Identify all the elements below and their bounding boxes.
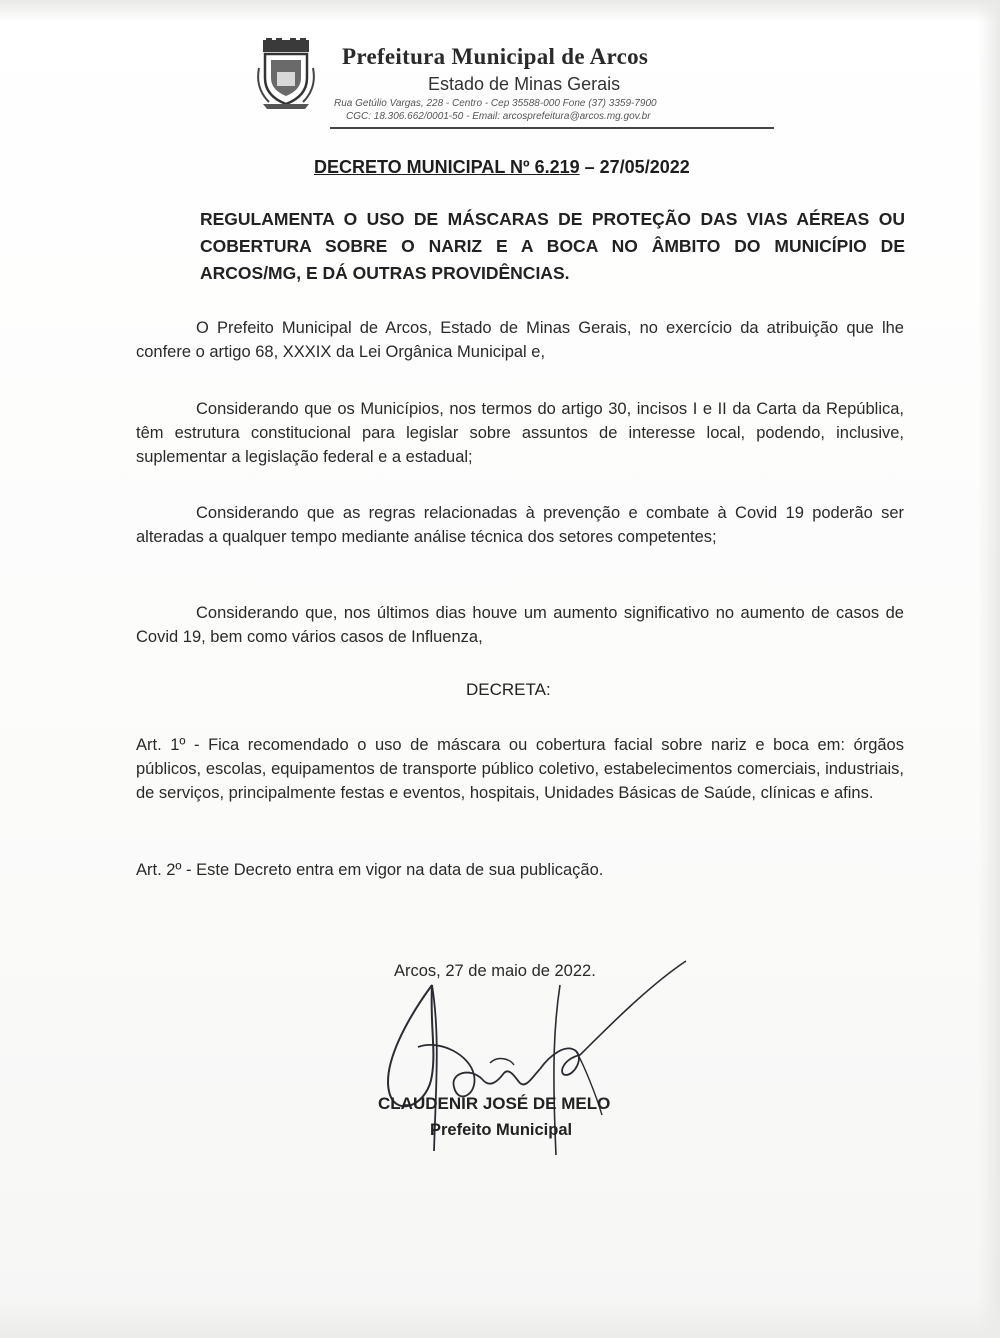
page-bottom-shadow	[0, 1298, 1000, 1338]
considering-text-1: Considerando que os Municípios, nos termos do artigo 30, incisos I e II da Carta da República, têm estrutura constitucional para legislar sobre assuntos de interesse local, podendo, inclusive, suplementar a legislação federal e a estadual;	[136, 400, 904, 466]
page-right-edge	[978, 0, 1000, 1338]
article-1: Art. 1º - Fica recomendado o uso de máscara ou cobertura facial sobre nariz e boca em: órgãos públicos, escolas, equipamentos de transporte público coletivo, estabelecimentos comerciais, industriais, de serviços, principalmente festas e eventos, hospitais, Unidades Básicas de Saúde, clínicas e afins.	[136, 736, 904, 802]
letterhead-divider	[330, 127, 774, 129]
signer-name: CLAUDENIR JOSÉ DE MELO	[378, 1094, 611, 1113]
letterhead-state: Estado de Minas Gerais	[428, 74, 621, 94]
preamble-paragraph	[136, 316, 904, 364]
decree-date: – 27/05/2022	[579, 157, 690, 177]
letterhead-address: Rua Getúlio Vargas, 228 - Centro - Cep 35588-000 Fone (37) 3359-7900	[334, 98, 657, 109]
decree-title	[314, 157, 794, 178]
considering-text-3: Considerando que, nos últimos dias houve um aumento significativo no aumento de casos de Covid 19, bem como vários casos de Influenza,	[136, 604, 904, 646]
decree-number: DECRETO MUNICIPAL Nº 6.219	[314, 157, 580, 177]
municipal-coat-of-arms-icon	[255, 38, 317, 110]
decree-ementa: REGULAMENTA O USO DE MÁSCARAS DE PROTEÇÃO DAS VIAS AÉREAS OU COBERTURA SOBRE O NARIZ E A BOCA NO ÂMBITO DO MUNICÍPIO DE ARCOS/MG, E DÁ OUTRAS PROVIDÊNCIAS.	[200, 209, 905, 283]
letterhead-title: Prefeitura Municipal de Arcos	[342, 44, 649, 69]
article-2: Art. 2º - Este Decreto entra em vigor na data de sua publicação.	[136, 861, 604, 879]
considering-text-2: Considerando que as regras relacionadas à prevenção e combate à Covid 19 poderão ser alteradas a qualquer tempo mediante análise técnica dos setores competentes;	[136, 504, 904, 546]
preamble-text: O Prefeito Municipal de Arcos, Estado de Minas Gerais, no exercício da atribuição que lhe confere o artigo 68, XXXIX da Lei Orgânica Municipal e,	[136, 319, 904, 361]
page-top-shadow	[0, 0, 1000, 22]
place-date: Arcos, 27 de maio de 2022.	[394, 962, 596, 980]
considering-paragraph-1	[136, 397, 904, 469]
considering-paragraph-3	[136, 601, 904, 649]
signer-role: Prefeito Municipal	[430, 1121, 573, 1139]
considering-paragraph-2	[136, 501, 904, 549]
letterhead-cgc: CGC: 18.306.662/0001-50 - Email: arcosprefeitura@arcos.mg.gov.br	[346, 111, 651, 122]
decreta-heading: DECRETA:	[466, 680, 551, 699]
